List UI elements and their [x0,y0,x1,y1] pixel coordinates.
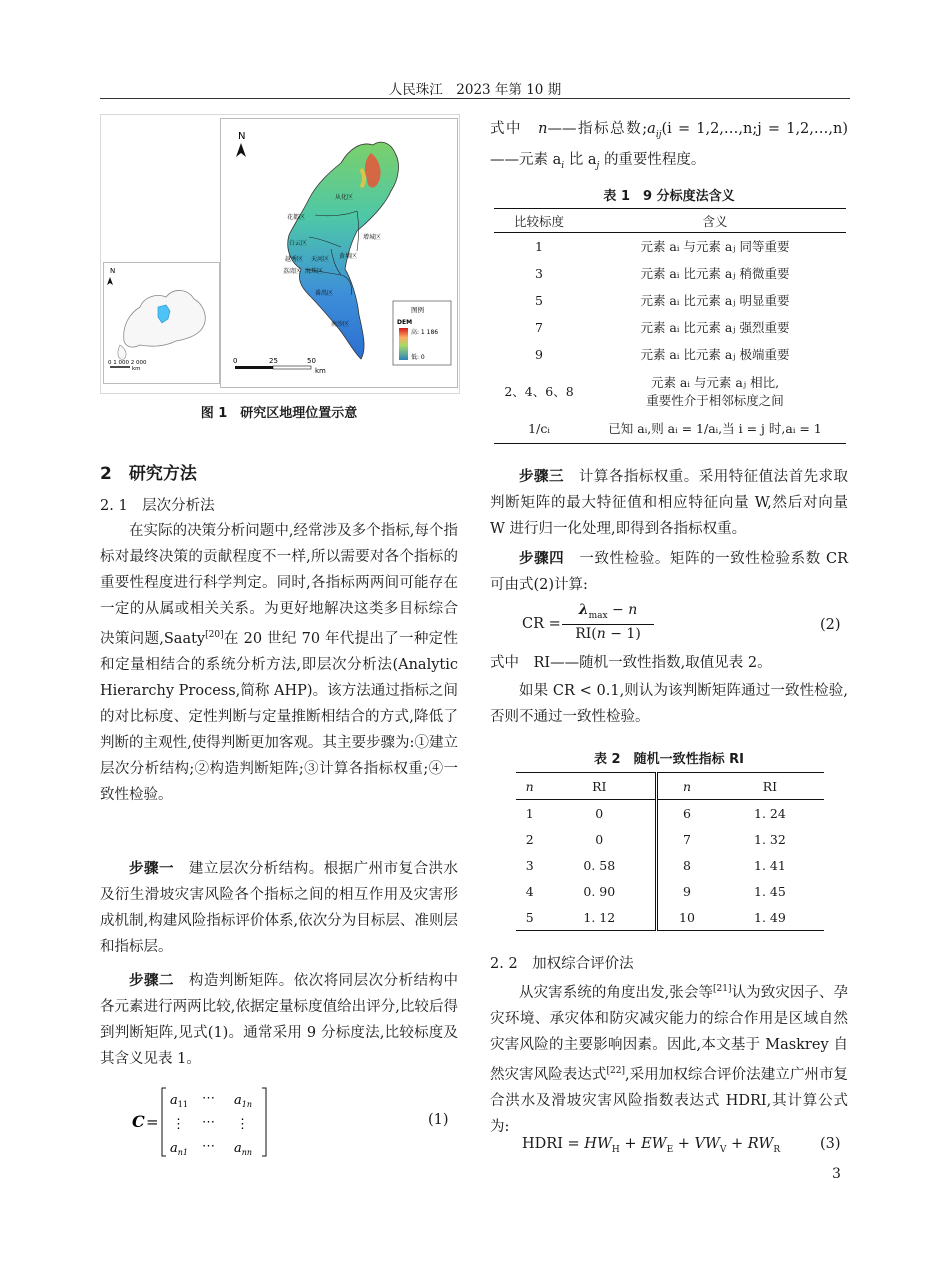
svg-text:a1n: $a_{1n}$ [234,1093,253,1109]
svg-text:⋮: ⋮ [236,1117,249,1132]
svg-text:a11: $a_{11}$ [170,1093,188,1109]
header-rule [100,98,850,99]
inset-map [103,262,220,384]
legend-dem-label: DEM [397,319,413,326]
scale-label-25: 25 [269,357,278,365]
equation-1-number: (1) [428,1112,449,1128]
figure-1-caption: 图 1 研究区地理位置示意 [200,406,358,421]
legend-low: 低: 0 [411,354,425,361]
ahp-intro-paragraph: 在实际的决策分析问题中,经常涉及多个指标,每个指标对最终决策的贡献程度不一样,所以需要对各个指标的重要性程度进行科学判定。同时,各指标两两间可能存在一定的从属或相关关系。为更好地解决这类多目标综合决策问题,Saaty[20]在 20 世纪 70 年代提出了一种定性和定量相结合的系统分析方法,即层次分析法(Analytic Hierarchy Process,简称 AHP)。该方法通过指标之间的对比标度、定性判断与定量推断相结合的方式,降低了判断的主观性,使得判断更加客观。其主要步骤为:①建立层次分析结构;②构造判断矩阵;③计算各指标权重;④一致性检验。 [100,523,458,803]
table-row: 1/cᵢ 已知 aᵢ,则 aᵢ = 1/aᵢ,当 i = j 时,aᵢ = 1 [494,414,846,444]
table-2-header-row: n RI n RI [516,773,824,800]
table-row: 4 0. 90 9 1. 45 [516,878,824,904]
table-row: 2 0 7 1. 32 [516,826,824,852]
table-1-header-scale: 比较标度 [513,213,564,229]
district-label-huangpu: 黄埔区 [339,253,358,260]
table-2-caption: 表 2 随机一致性指标 RI [594,752,744,767]
consistency-criterion-paragraph: 如果 CR < 0.1,则认为该判断矩阵通过一致性检验,否则不通过一致性检验。 [490,683,848,725]
district-label-huadu: 花都区 [287,214,306,221]
district-label-yuexiu: 越秀区 [285,256,304,263]
table-row: 9 元素 aᵢ 比元素 aⱼ 极端重要 [535,346,790,362]
table-row: 1 0 6 1. 24 [516,800,824,827]
running-header: 人民珠江 2023 年第 10 期 [388,82,562,98]
step-3-paragraph: 步骤三 计算各指标权重。采用特征值法首先求取判断矩阵的最大特征值和相应特征向量 W,然后对向量 W 进行归一化处理,即得到各指标权重。 [490,469,849,537]
equation-1-where-clause: 式中 n——指标总数$;a_{ij}(i$ = 1,2,…,n;j = 1,2,…,n)——元素 $a_i$ 比 $a_j$ 的重要性程度。 [490,121,848,171]
inset-scale-label: 0 1 000 2 000 [108,360,147,366]
scale-bar-right [273,366,311,369]
table-row: 3 0. 58 8 1. 41 [516,852,824,878]
svg-text:=: = [146,1113,159,1131]
table-1-scale-meanings [494,208,846,444]
inset-scale-unit: km [132,366,141,372]
table-1-header-row [494,209,846,233]
north-arrow-icon [236,143,246,157]
table-1-header-meaning: 含义 [702,213,728,229]
table-row: 7 元素 aᵢ 比元素 aⱼ 强烈重要 [535,319,790,335]
svg-text:ann: $a_{nn}$ [234,1141,253,1157]
table-row: 2、4、6、8 元素 aᵢ 与元素 aⱼ 相比, 重要性介于相邻标度之间 [504,374,784,408]
table-row: 5 元素 aᵢ 比元素 aⱼ 明显重要 [535,292,790,308]
table-row: 1 元素 aᵢ 与元素 aⱼ 同等重要 [535,238,790,255]
scale-label-50: 50 [307,357,316,365]
district-label-zengcheng: 增城区 [363,234,382,241]
legend-title: 图例 [411,306,424,314]
table-row: 3 元素 aᵢ 比元素 aⱼ 稍微重要 [535,265,790,281]
equation-2-number: (2) [820,617,841,633]
step-1-paragraph: 步骤一 建立层次分析结构。根据广州市复合洪水及衍生滑坡灾害风险各个指标之间的相互作用及灾害形成机制,构建风险指标评价体系,依次分为目标层、准则层和指标层。 [100,861,459,955]
district-label-tianhe: 天河区 [311,256,330,263]
table-2-random-index [516,772,824,931]
step-4-paragraph: 步骤四 一致性检验。矩阵的一致性检验系数 CR 可由式(2)计算: [490,551,849,593]
svg-text:⋮: ⋮ [172,1117,185,1132]
section-2-heading: 2 研究方法 [100,464,197,484]
scale-label-0: 0 [233,357,238,365]
page-number: 3 [832,1166,841,1182]
table-1-caption: 表 1 9 分标度法含义 [603,189,735,204]
svg-text:C: C [132,1112,145,1131]
table-row: 5 1. 12 10 1. 49 [516,904,824,931]
north-label: N [238,131,246,142]
district-label-baiyun: 白云区 [289,240,308,247]
svg-text:⋯: ⋯ [202,1115,215,1130]
weighted-evaluation-paragraph: 从灾害系统的角度出发,张会等[21]认为致灾因子、孕灾环境、承灾体和防灾减灾能力的综合作用是区域自然灾害风险的主要影响因素。因此,本文基于 Maskrey 自然灾害风险表达式[22],采用加权综合评价法建立广州市复合洪水及滑坡灾害风险指数表达式 HDRI,其计算公式为: [490,984,849,1135]
inset-north-label: N [110,267,116,275]
district-label-conghua: 从化区 [335,194,354,201]
district-label-nansha: 南沙区 [331,321,350,328]
legend-high: 高: 1 186 [411,329,439,336]
district-label-liwan: 荔湾区 [283,268,302,275]
step-2-paragraph: 步骤二 构造判断矩阵。依次将同层次分析结构中各元素进行两两比较,依据定量标度值给出评分,比较后得到判断矩阵,见式(1)。通常采用 9 分标度法,比较标度及其含义见表 1。 [100,973,459,1067]
inset-north-arrow-icon [107,277,113,285]
svg-text:⋯: ⋯ [202,1091,215,1106]
equation-3: HDRI = $HW_H + EW_E + VW_V + RW_R$ [522,1136,781,1155]
svg-text:⋯: ⋯ [202,1139,215,1154]
leizhou-outline [118,345,126,359]
equation-1-matrix [130,1082,300,1162]
section-2-1-heading: 2. 1 层次分析法 [100,498,215,514]
district-label-haizhu: 海珠区 [305,268,324,275]
district-label-panyu: 番禺区 [315,290,334,297]
equation-2-where-clause: 式中 RI——随机一致性指数,取值见表 2。 [490,655,772,671]
scale-unit: km [315,367,326,375]
section-2-2-heading: 2. 2 加权综合评价法 [490,956,634,972]
study-area-map [220,118,458,388]
legend-color-ramp [399,328,408,360]
equation-2: CR = $\lambda_{max} - n$ RI(n − 1) [522,602,672,648]
scale-bar-left [235,366,273,369]
svg-text:an1: $a_{n1}$ [170,1141,189,1157]
equation-3-number: (3) [820,1136,841,1152]
